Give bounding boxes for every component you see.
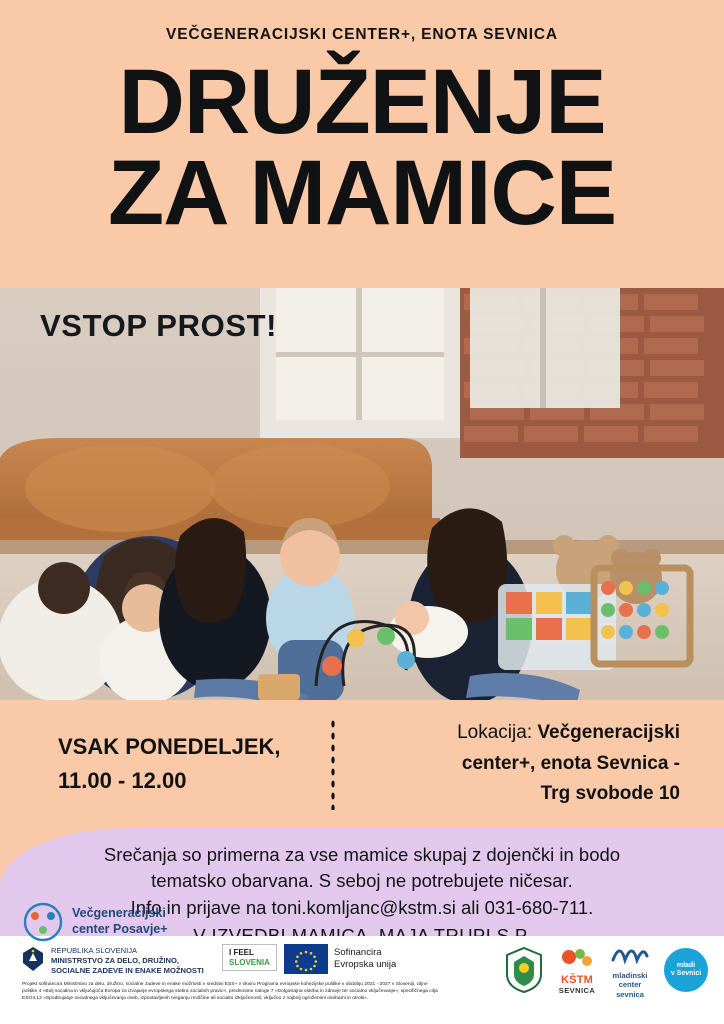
- description-line3: Info in prijave na toni.komljanc@kstm.si ali 031-680-711.: [130, 896, 594, 918]
- info-band: [0, 700, 724, 828]
- organiser-kicker: VEČGENERACIJSKI CENTER+, ENOTA SEVNICA: [166, 26, 558, 43]
- page-title-line2: ZA MAMICE: [108, 141, 616, 244]
- eu-flag-icon: [284, 944, 328, 974]
- people-circle-icon: [22, 902, 64, 942]
- kstm-name: KŠTM: [560, 973, 594, 986]
- coat-of-arms-icon: [22, 946, 44, 972]
- republika-slovenija-logo: [22, 946, 204, 976]
- municipality-crest-icon: [504, 946, 544, 994]
- mgc-logo: [22, 902, 168, 942]
- schedule-block: [0, 730, 330, 798]
- mladi-v-sevnici-logo: [664, 948, 708, 992]
- i-feel-slovenia-logo: [222, 944, 277, 971]
- mcs-line2: center: [618, 980, 642, 990]
- rs-line2: MINISTRSTVO ZA DELO, DRUŽINO,: [51, 955, 179, 965]
- rs-line1: REPUBLIKA SLOVENIJA: [51, 946, 138, 955]
- eu-funding-logo: [284, 944, 396, 974]
- poster-header: [0, 0, 724, 288]
- schedule-day: VSAK PONEDELJEK,: [58, 733, 281, 759]
- location-block: [348, 718, 724, 809]
- mcs-line3: sevnica: [616, 989, 644, 999]
- mgc-logo-text: [72, 906, 168, 937]
- mgc-line1: Večgeneracijski: [72, 906, 166, 921]
- feel-line2: SLOVENIA: [229, 957, 270, 967]
- mgc-line2: center Posavje+: [72, 922, 168, 936]
- mvs-line2: v Sevnici: [670, 969, 702, 977]
- partner-logos: [504, 940, 708, 999]
- eu-logo-text: [334, 947, 396, 971]
- wave-mark-icon: [610, 940, 650, 966]
- dotted-divider: [330, 718, 336, 810]
- mvs-line1: mladi: [676, 961, 696, 969]
- funding-footnote: Projekt sofinancira Ministrstvo za delo, družino, socialne zadeve in enake možnosti v sredstvi ESS+ v okviru Programa evropske kohezijske politike v obdobju 2021 - 2027 v Sloveniji, ciljne politike 4 »Bolj socialna in vključujoča Evropa za izvajanje evropskega stebra socialnih pravic«, prednostne naloge 7 »Dolgotrajna oskrba in zdravje ter socialno vključevanje«, specifičnega cilja ESO4.12 »Spodbujanje socialnega vključevanja oseb, izpostavljenih tveganju revščine ali socialni izključenosti, vključno z najbolj ogroženimi osebami in otroki«.: [22, 982, 438, 1001]
- kstm-city: SEVNICA: [558, 985, 596, 995]
- feel-line1: I FEEL: [229, 948, 254, 957]
- description-line1: Srečanja so primerna za vse mamice skupaj z dojenčki in bodo: [103, 844, 621, 865]
- rs-logo-text: [51, 946, 204, 976]
- rs-line3: SOCIALNE ZADEVE IN ENAKE MOŽNOSTI: [51, 965, 204, 975]
- free-entry-label: VSTOP PROST!: [40, 308, 278, 343]
- kstm-mark-icon: [558, 945, 596, 969]
- description-line2: tematsko obarvana. S seboj ne potrebujete ničesar.: [151, 870, 573, 892]
- kstm-logo: [558, 945, 596, 995]
- location-label: Lokacija:: [457, 722, 533, 744]
- location-line3: Trg svobode 10: [540, 783, 680, 805]
- photo-illustration: [0, 288, 724, 700]
- location-line2: center+, enota Sevnica -: [461, 752, 680, 774]
- mcs-line1: mladinski: [612, 971, 648, 980]
- eu-line2: Evropska unija: [334, 959, 397, 970]
- eu-line1: Sofinancira: [334, 947, 382, 959]
- location-line1: Večgeneracijski: [537, 722, 680, 744]
- mladinski-center-logo: [610, 940, 650, 999]
- hero-photo: [0, 288, 724, 700]
- page-title-line1: DRUŽENJE: [118, 51, 606, 153]
- schedule-time: 11.00 - 12.00: [58, 768, 187, 793]
